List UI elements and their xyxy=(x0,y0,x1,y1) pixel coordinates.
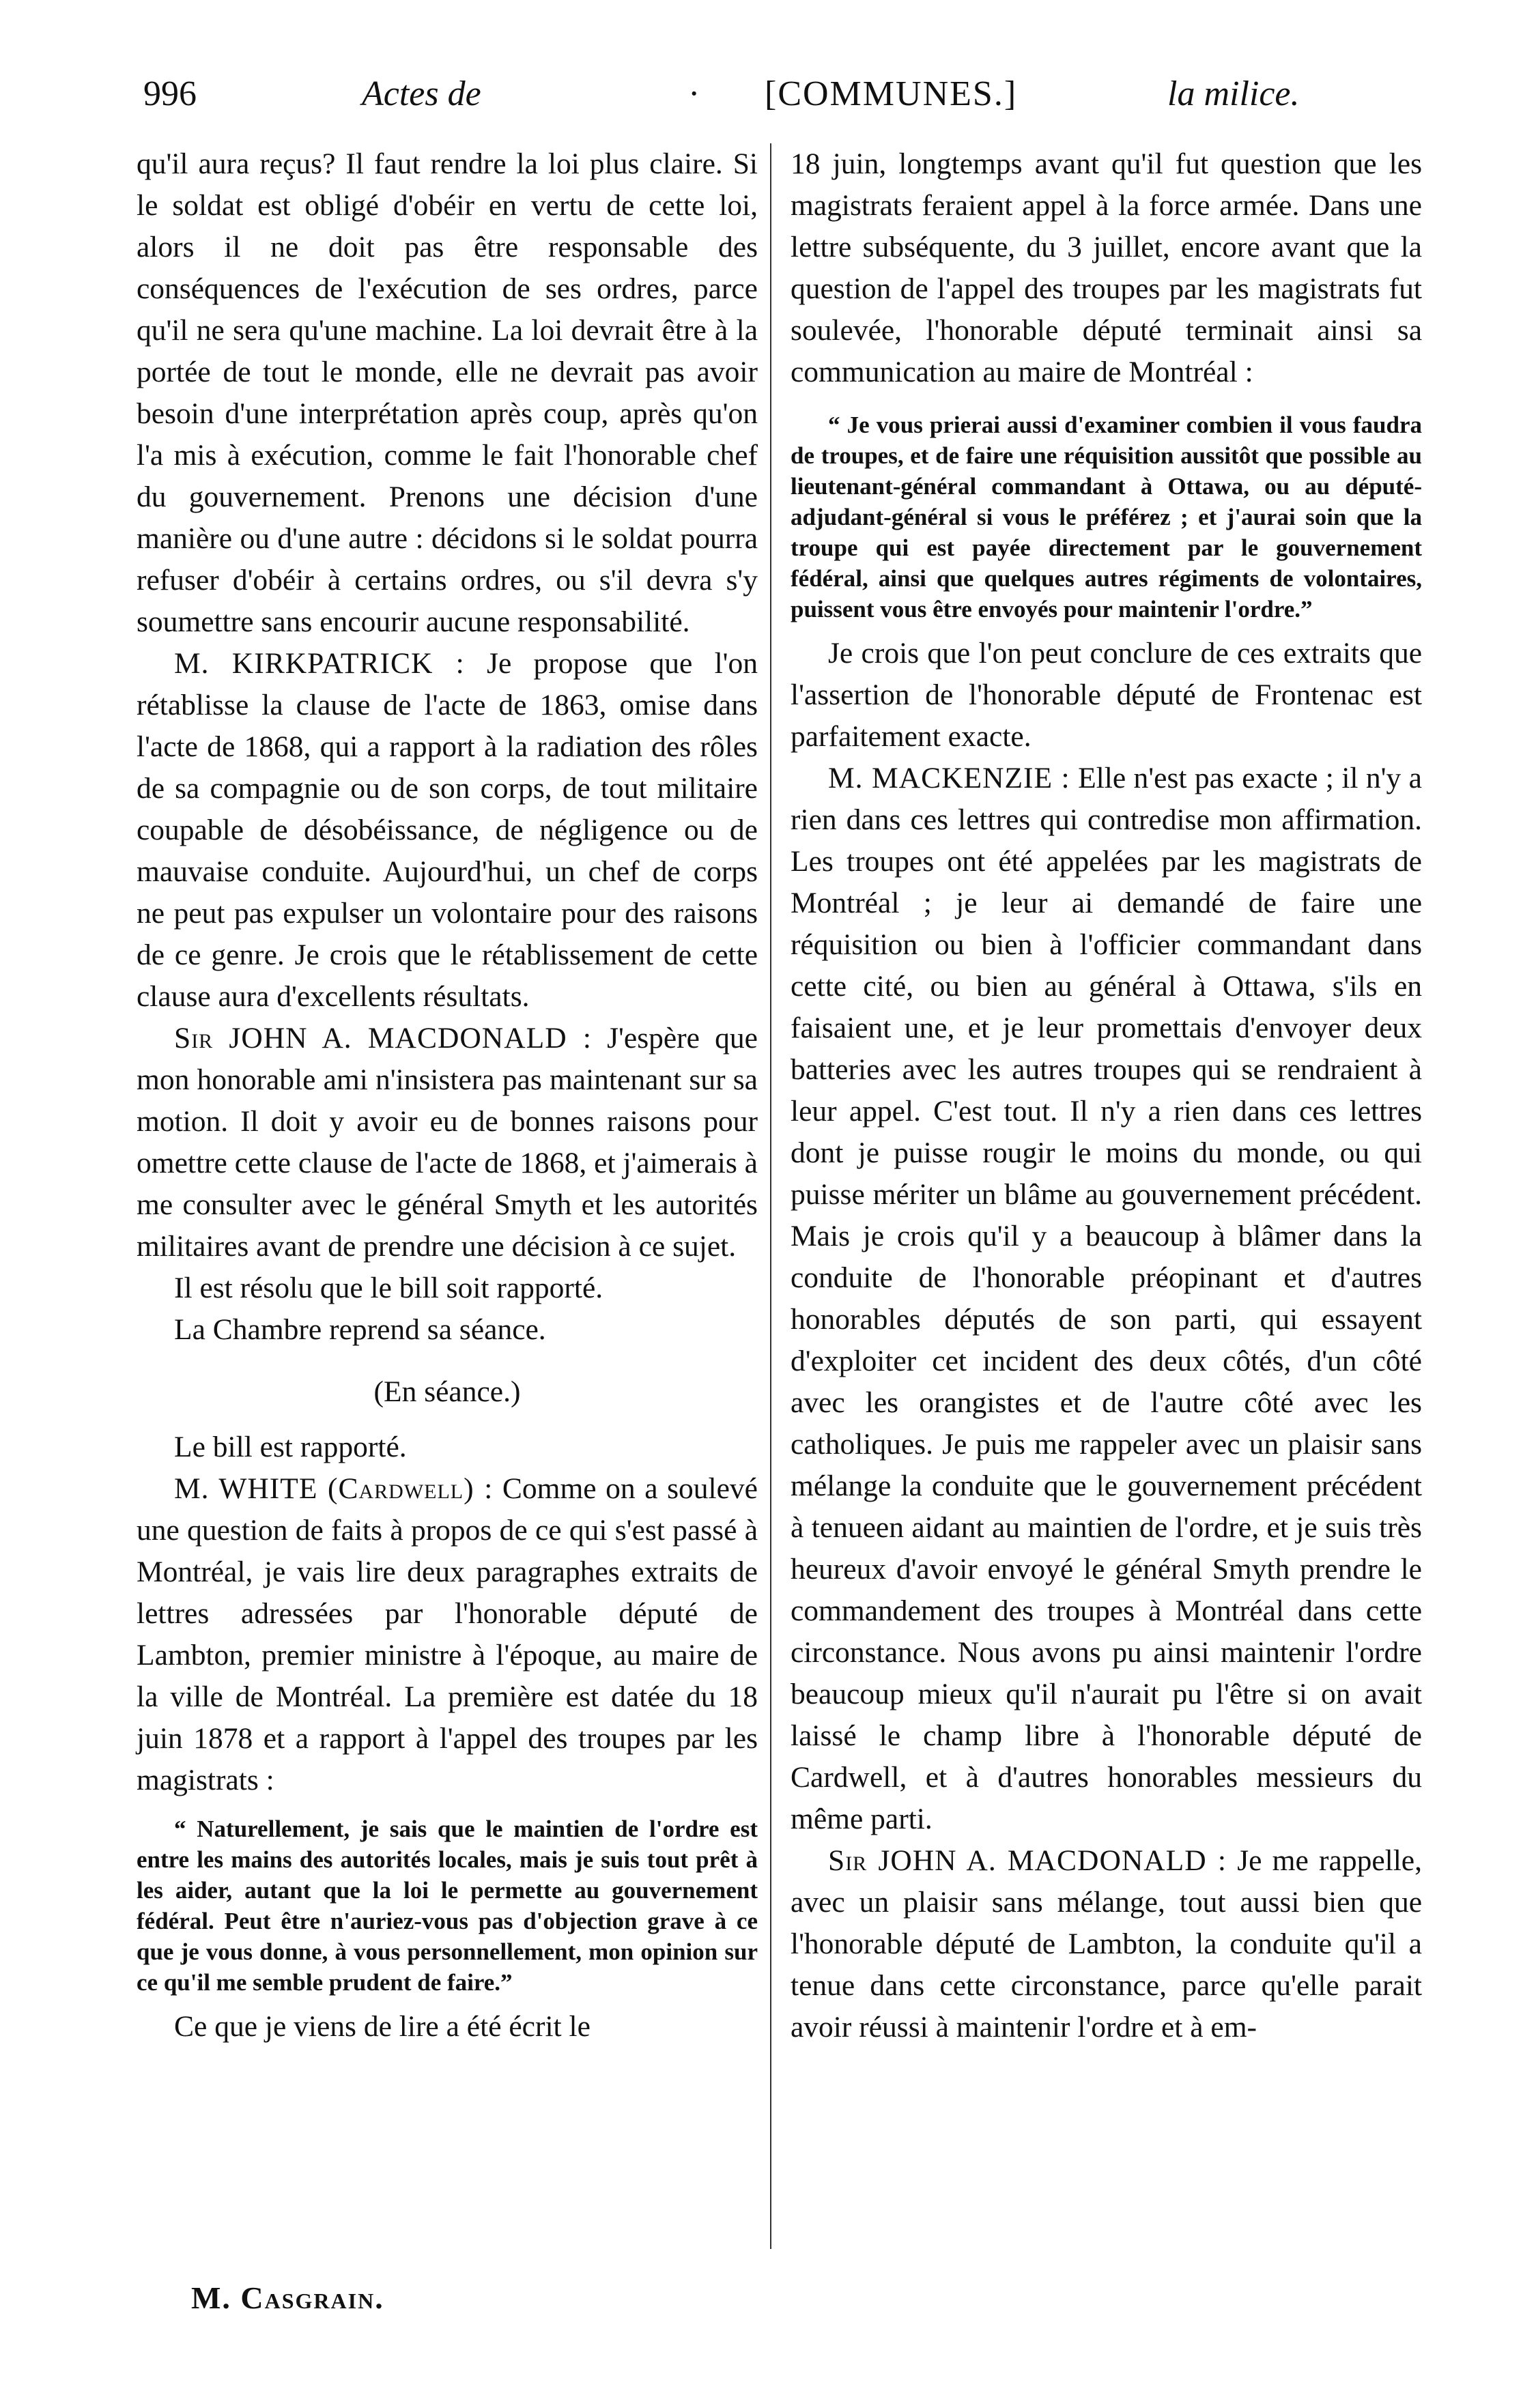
paragraph: qu'il aura reçus? Il faut rendre la loi plus claire. Si le soldat est obligé d'obéir en vertu de cette loi, alors il ne doit pas être responsable des conséquences de l'exécution de ses ordres, parce qu'il ne sera qu'une machine. La loi devrait être à la portée de tout le monde, elle ne devrait pas avoir besoin d'une interprétation après coup, après qu'on l'a mis à exécution, comme le fait l'honorable chef du gouvernement. Prenons une décision d'une manière ou d'une autre : décidons si le soldat pourra refuser d'obéir à certains ordres, ou s'il devra s'y soumettre sans encourir aucune responsabilité. xyxy=(137,147,758,638)
speech-text: Elle n'est pas exacte ; il n'y a rien dans ces lettres qui contredise mon affirmation. Les troupes ont été appelées par les magistrats de Montréal ; je leur ai demandé de faire une réquisition ou bien à l'officier commandant dans cette cité, ou bien au général à Ottawa, s'ils en faisaient une, et je leur promettais d'envoyer deux batteries avec les autres troupes qui se rendraient à leur appel. C'est tout. Il n'y a rien dans ces lettres dont je puisse rougir le moins du monde, ou qui puisse mériter un blâme au gouvernement précédent. Mais je crois qu'il y a beaucoup à blâmer dans la conduite de l'honorable préopinant et d'autres honorables députés de son parti, qui essayent d'exploiter cet incident des deux côtés, d'un côté avec les orangistes et de l'autre côté avec les catholiques. Je puis me rappeler avec un plaisir sans mélange la conduite que le gouvernement précédent à tenueen aidant au maintien de l'ordre, et je suis très heureux d'avoir envoyé le général Smyth prendre le commandement des troupes à Montréal dans cette circonstance. Nous avons pu ainsi maintenir l'ordre beaucoup mieux qu'il n'aurait pu l'être si on avait laissé le champ libre à l'honorable député de Cardwell, et à d'autres honorables messieurs du même parti. xyxy=(791,762,1422,1835)
paragraph: Ce que je viens de lire a été écrit le xyxy=(174,2010,591,2043)
speech-text: Comme on a soulevé une question de faits à propos de ce qui s'est passé à Montréal, je vais lire deux paragraphes extraits de lettres adressées par l'honorable député de Lambton, premier ministre à l'époque, au maire de la ville de Montréal. La première est datée du 18 juin 1878 et a rapport à l'appel des troupes par les magistrats : xyxy=(137,1472,758,1796)
procedure-note: Le bill est rapporté. xyxy=(174,1431,407,1463)
speaker-name: Sir JOHN A. MACDONALD : xyxy=(174,1022,592,1055)
quoted-letter: “ Je vous prierai aussi d'examiner combien il vous faudra de troupes, et de faire une réquisition aussitôt que possible au lieutenant-général commandant à Ottawa, ou au député-adjudant-général si vous le préférez ; et j'aurai soin que la troupe qui est payée directement par le gouvernement fédéral, ainsi que quelques autres régiments de volontaires, puissent vous être envoyés pour maintenir l'ordre.” xyxy=(791,412,1422,622)
paragraph: Je crois que l'on peut conclure de ces extraits que l'assertion de l'honorable député de Frontenac est parfaitement exacte. xyxy=(791,637,1422,753)
speaker-name: M. KIRKPATRICK : xyxy=(174,647,465,680)
speech-paragraph xyxy=(137,1468,758,1801)
paragraph: 18 juin, longtemps avant qu'il fut question que les magistrats feraient appel à la force armée. Dans une lettre subséquente, du 3 juillet, encore avant que la question de l'appel des troupes par les magistrats fut soulevée, l'honorable député terminait ainsi sa communication au maire de Montréal : xyxy=(791,147,1422,388)
column-divider xyxy=(770,143,771,2249)
quoted-letter: “ Naturellement, je sais que le maintien de l'ordre est entre les mains des autorités locales, mais je suis tout prêt à les aider, autant que la loi le permette au gouvernement fédéral. Peut être n'auriez-vous pas d'objection grave à ce que je vous donne, à vous personnellement, mon opinion sur ce qu'il me semble prudent de faire.” xyxy=(137,1816,758,1996)
header-dot: · xyxy=(688,74,700,113)
speech-paragraph xyxy=(791,758,1422,1840)
right-column xyxy=(791,143,1422,2048)
header-center-title: [COMMUNES.] xyxy=(765,74,1018,113)
session-heading: (En séance.) xyxy=(373,1375,521,1408)
procedure-note: La Chambre reprend sa séance. xyxy=(174,1313,546,1346)
speech-text: Je me rappelle, avec un plaisir sans mélange, tout aussi bien que l'honorable député de Lambton, la conduite qu'il a tenue dans cette circonstance, parce qu'elle parait avoir réussi à maintenir l'ordre et à em- xyxy=(791,1844,1422,2044)
speech-paragraph xyxy=(137,643,758,1018)
speech-paragraph xyxy=(791,1840,1422,2048)
header-right-title: la milice. xyxy=(1167,74,1300,113)
catchword: M. Casgrain. xyxy=(191,2280,384,2315)
speech-paragraph xyxy=(137,1018,758,1267)
page-number: 996 xyxy=(143,74,197,113)
speaker-name: Sir JOHN A. MACDONALD : xyxy=(828,1844,1227,1877)
procedure-note: Il est résolu que le bill soit rapporté. xyxy=(174,1272,603,1304)
running-header xyxy=(137,74,1420,128)
speech-text: Je propose que l'on rétablisse la clause de l'acte de 1863, omise dans l'acte de 1868, qui a rapport à la radiation des rôles de sa compagnie ou de son corps, de tout militaire coupable de désobéissance, de négligence ou de mauvaise conduite. Aujourd'hui, un chef de corps ne peut pas expulser un volontaire pour des raisons de ce genre. Je crois que le rétablissement de cette clause aura d'excellents résultats. xyxy=(137,647,758,1013)
speaker-name: M. WHITE (Cardwell) : xyxy=(174,1472,494,1505)
speaker-name: M. MACKENZIE : xyxy=(828,762,1070,794)
speech-text: J'espère que mon honorable ami n'insistera pas maintenant sur sa motion. Il doit y avoir eu de bonnes raisons pour omettre cette clause de l'acte de 1868, et j'aimerais à me consulter avec le général Smyth et les autorités militaires avant de prendre une décision à ce sujet. xyxy=(137,1022,758,1263)
left-column xyxy=(137,143,758,2048)
header-left-title: Actes de xyxy=(362,74,481,113)
